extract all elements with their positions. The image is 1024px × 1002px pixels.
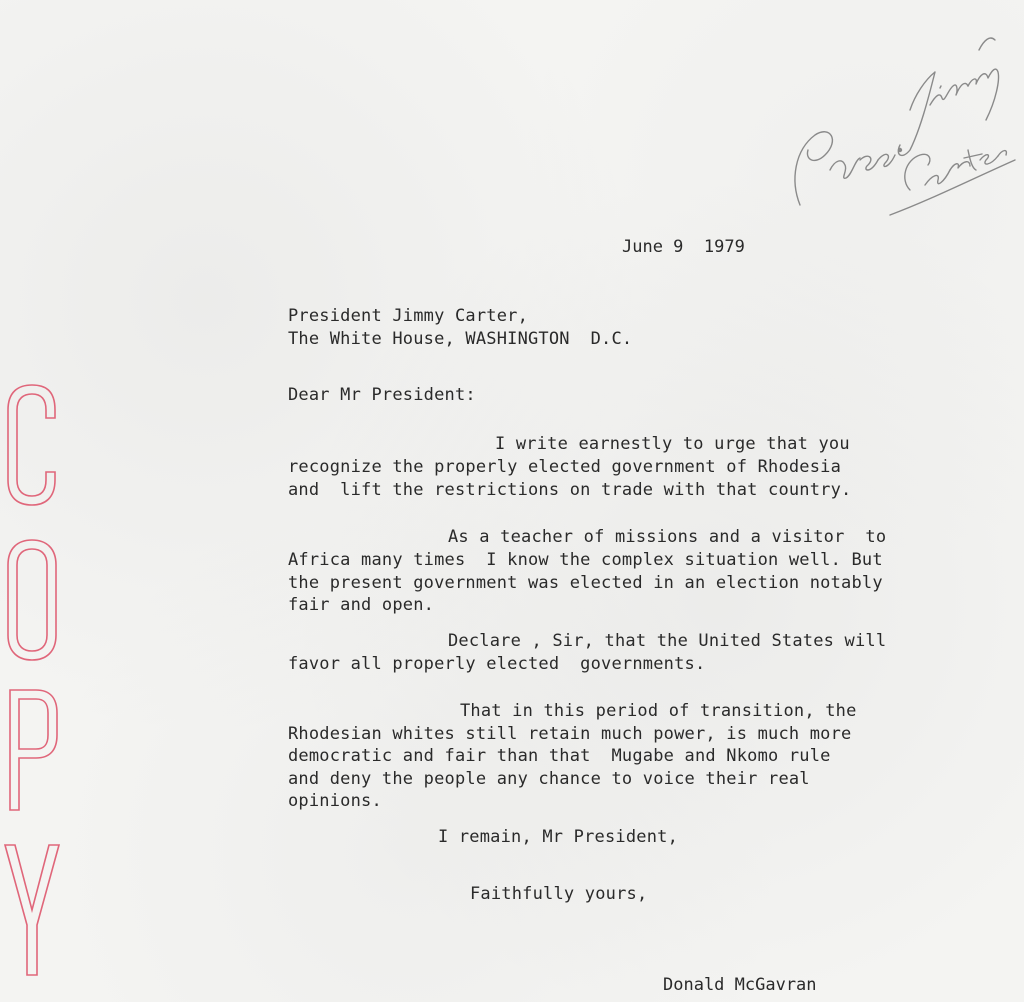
paragraph-4-line-2: Rhodesian whites still retain much power, is much more — [288, 724, 852, 744]
paragraph-3-line-2: favor all properly elected governments. — [288, 654, 706, 674]
handwritten-annotation — [760, 10, 1020, 230]
paragraph-3-line-1: Declare , Sir, that the United States will — [448, 631, 887, 651]
recipient-name: President Jimmy Carter, — [288, 306, 529, 326]
paragraph-2-line-3: the present government was elected in an election notably — [288, 573, 883, 593]
paragraph-2-line-2: Africa many times I know the complex situation well. But — [288, 550, 883, 570]
closing-faithfully: Faithfully yours, — [470, 884, 648, 904]
paragraph-4-line-4: and deny the people any chance to voice their real — [288, 769, 810, 789]
closing-remain: I remain, Mr President, — [438, 827, 679, 847]
paragraph-1-line-1: I write earnestly to urge that you — [495, 434, 850, 454]
paragraph-4-line-5: opinions. — [288, 791, 382, 811]
paragraph-4-line-1: That in this period of transition, the — [460, 701, 857, 721]
paragraph-1-line-2: recognize the properly elected government of Rhodesia — [288, 457, 842, 477]
paragraph-2-line-1: As a teacher of missions and a visitor to — [448, 527, 887, 547]
signature-name: Donald McGavran — [663, 975, 817, 995]
recipient-address: The White House, WASHINGTON D.C. — [288, 329, 633, 349]
paragraph-4-line-3: democratic and fair than that Mugabe and Nkomo rule — [288, 746, 831, 766]
copy-stamp — [0, 380, 70, 980]
letter-date: June 9 1979 — [622, 237, 745, 257]
salutation: Dear Mr President: — [288, 385, 476, 405]
paragraph-1-line-3: and lift the restrictions on trade with that country. — [288, 480, 852, 500]
paragraph-2-line-4: fair and open. — [288, 595, 435, 615]
